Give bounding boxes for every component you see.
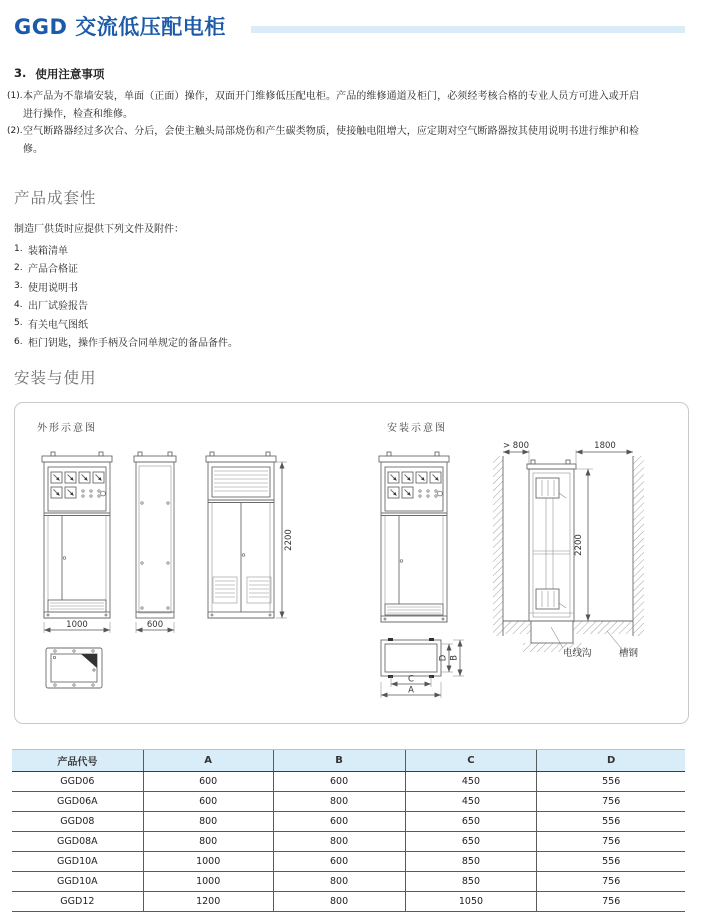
table-row (12, 812, 685, 832)
channel-steel-label: 槽钢 (619, 648, 639, 659)
outline-diagram-label: 外形示意图 (37, 423, 97, 434)
table-row (12, 892, 685, 912)
list-item-number: 6. (14, 336, 23, 347)
floor-hatch-left (503, 621, 531, 634)
table-cell: GGD10A (12, 852, 143, 872)
page-header (14, 11, 689, 43)
list-item-text: 使用说明书 (28, 282, 78, 294)
list-item-number: 3. (14, 281, 23, 292)
table-cell: 800 (143, 832, 273, 852)
page-title: GGD 交流低压配电柜 (14, 15, 226, 39)
outline-front-view (42, 452, 112, 633)
table-header-cell: C (405, 750, 537, 772)
table-cell: GGD12 (12, 892, 143, 912)
document-list (14, 240, 238, 351)
installation-diagram-panel (14, 402, 689, 724)
spec-table (12, 749, 685, 912)
title-accent-bar (251, 26, 685, 33)
paragraph-number: (1). (7, 91, 23, 101)
table-cell: 756 (537, 872, 685, 892)
table-cell: 650 (405, 812, 537, 832)
paragraph-text: 空气断路器经过多次合、分后，会使主触头局部烧伤和产生碳类物质，使接触电阻增大，应定期对空气断路器按其使用说明书进行维护和检修。 (23, 126, 639, 155)
table-cell: 450 (405, 792, 537, 812)
technical-drawings (15, 403, 688, 723)
cable-trench (531, 621, 573, 643)
table-cell: 600 (143, 772, 273, 792)
dim-side-width: 600 (146, 620, 164, 630)
table-cell: 1000 (143, 852, 273, 872)
outline-plan-view (46, 648, 102, 688)
section-precautions-heading (14, 66, 104, 82)
table-cell: 800 (273, 892, 405, 912)
table-cell: GGD10A (12, 872, 143, 892)
install-plan-view (381, 638, 464, 698)
table-row (12, 772, 685, 792)
table-cell: 556 (537, 852, 685, 872)
dim-label-c: C (408, 674, 414, 685)
dim-cabinet-height: 2200 (284, 529, 294, 551)
list-item-text: 出厂试验报告 (28, 301, 88, 313)
table-cell: 600 (273, 812, 405, 832)
dim-install-height: 2200 (574, 534, 584, 556)
trench-label: 电线沟 (563, 648, 592, 659)
list-item-text: 产品合格证 (28, 264, 78, 276)
table-row (12, 872, 685, 892)
table-cell: GGD08A (12, 832, 143, 852)
floor-hatch-right (573, 621, 633, 634)
outline-side-view (134, 452, 176, 633)
table-cell: 600 (273, 772, 405, 792)
section-completeness-heading: 产品成套性 (14, 189, 97, 207)
outline-rear-view (206, 452, 294, 618)
table-cell: 556 (537, 812, 685, 832)
table-row (12, 852, 685, 872)
list-item (14, 333, 238, 352)
completeness-intro: 制造厂供货时应提供下列文件及附件： (14, 224, 184, 235)
table-header-cell: D (537, 750, 685, 772)
table-cell: 800 (273, 792, 405, 812)
table-row (12, 792, 685, 812)
table-cell: 756 (537, 792, 685, 812)
paragraph-text: 本产品为不靠墙安装，单面（正面）操作，双面开门维修低压配电柜。产品的维修通道及柜门，必须经考核合格的专业人员方可进入或开启进行操作，检查和维修。 (23, 91, 639, 120)
list-item-number: 4. (14, 299, 23, 310)
install-front-view (379, 452, 449, 622)
wall-hatch-left (493, 456, 503, 636)
table-cell: 800 (273, 872, 405, 892)
install-side-view (493, 441, 644, 659)
table-row (12, 832, 685, 852)
list-item-text: 有关电气图纸 (28, 319, 88, 331)
table-cell: 600 (143, 792, 273, 812)
precautions-paragraphs (7, 88, 697, 158)
table-cell: 556 (537, 772, 685, 792)
table-cell: 756 (537, 832, 685, 852)
list-item (14, 296, 238, 315)
table-cell: GGD08 (12, 812, 143, 832)
dim-left-gap: > 800 (502, 441, 530, 451)
list-item (14, 314, 238, 333)
dim-label-b: B (449, 655, 460, 661)
table-cell: 450 (405, 772, 537, 792)
list-item (14, 240, 238, 259)
table-cell: 800 (143, 812, 273, 832)
list-item (14, 277, 238, 296)
list-item-number: 1. (14, 244, 23, 255)
table-cell: 1000 (143, 872, 273, 892)
list-item-number: 5. (14, 318, 23, 329)
list-item-number: 2. (14, 262, 23, 273)
table-cell: GGD06 (12, 772, 143, 792)
install-diagram-label: 安装示意图 (387, 423, 447, 434)
list-item (14, 259, 238, 278)
paragraph (7, 88, 697, 123)
table-cell: 650 (405, 832, 537, 852)
table-header-cell: 产品代号 (12, 750, 143, 772)
list-item-text: 装箱清单 (28, 245, 68, 257)
table-cell: 1050 (405, 892, 537, 912)
dim-front-width: 1000 (66, 620, 88, 630)
paragraph (7, 123, 697, 158)
table-cell: 600 (273, 852, 405, 872)
table-cell: 850 (405, 852, 537, 872)
table-cell: GGD06A (12, 792, 143, 812)
wall-hatch-right (633, 456, 644, 636)
paragraph-number: (2). (7, 126, 23, 136)
table-cell: 800 (273, 832, 405, 852)
list-item-text: 柜门钥匙，操作手柄及合同单规定的备品备件。 (28, 338, 238, 350)
section-heading-text: 使用注意事项 (35, 67, 105, 81)
dim-label-d: D (438, 654, 449, 662)
table-header-row (12, 750, 685, 772)
section-number: 3. (14, 66, 27, 80)
table-cell: 1200 (143, 892, 273, 912)
table-header-cell: B (273, 750, 405, 772)
dim-label-a: A (408, 685, 414, 696)
table-cell: 850 (405, 872, 537, 892)
table-header-cell: A (143, 750, 273, 772)
section-installation-heading: 安装与使用 (14, 369, 97, 387)
dim-right-gap: 1800 (594, 441, 616, 451)
table-cell: 756 (537, 892, 685, 912)
